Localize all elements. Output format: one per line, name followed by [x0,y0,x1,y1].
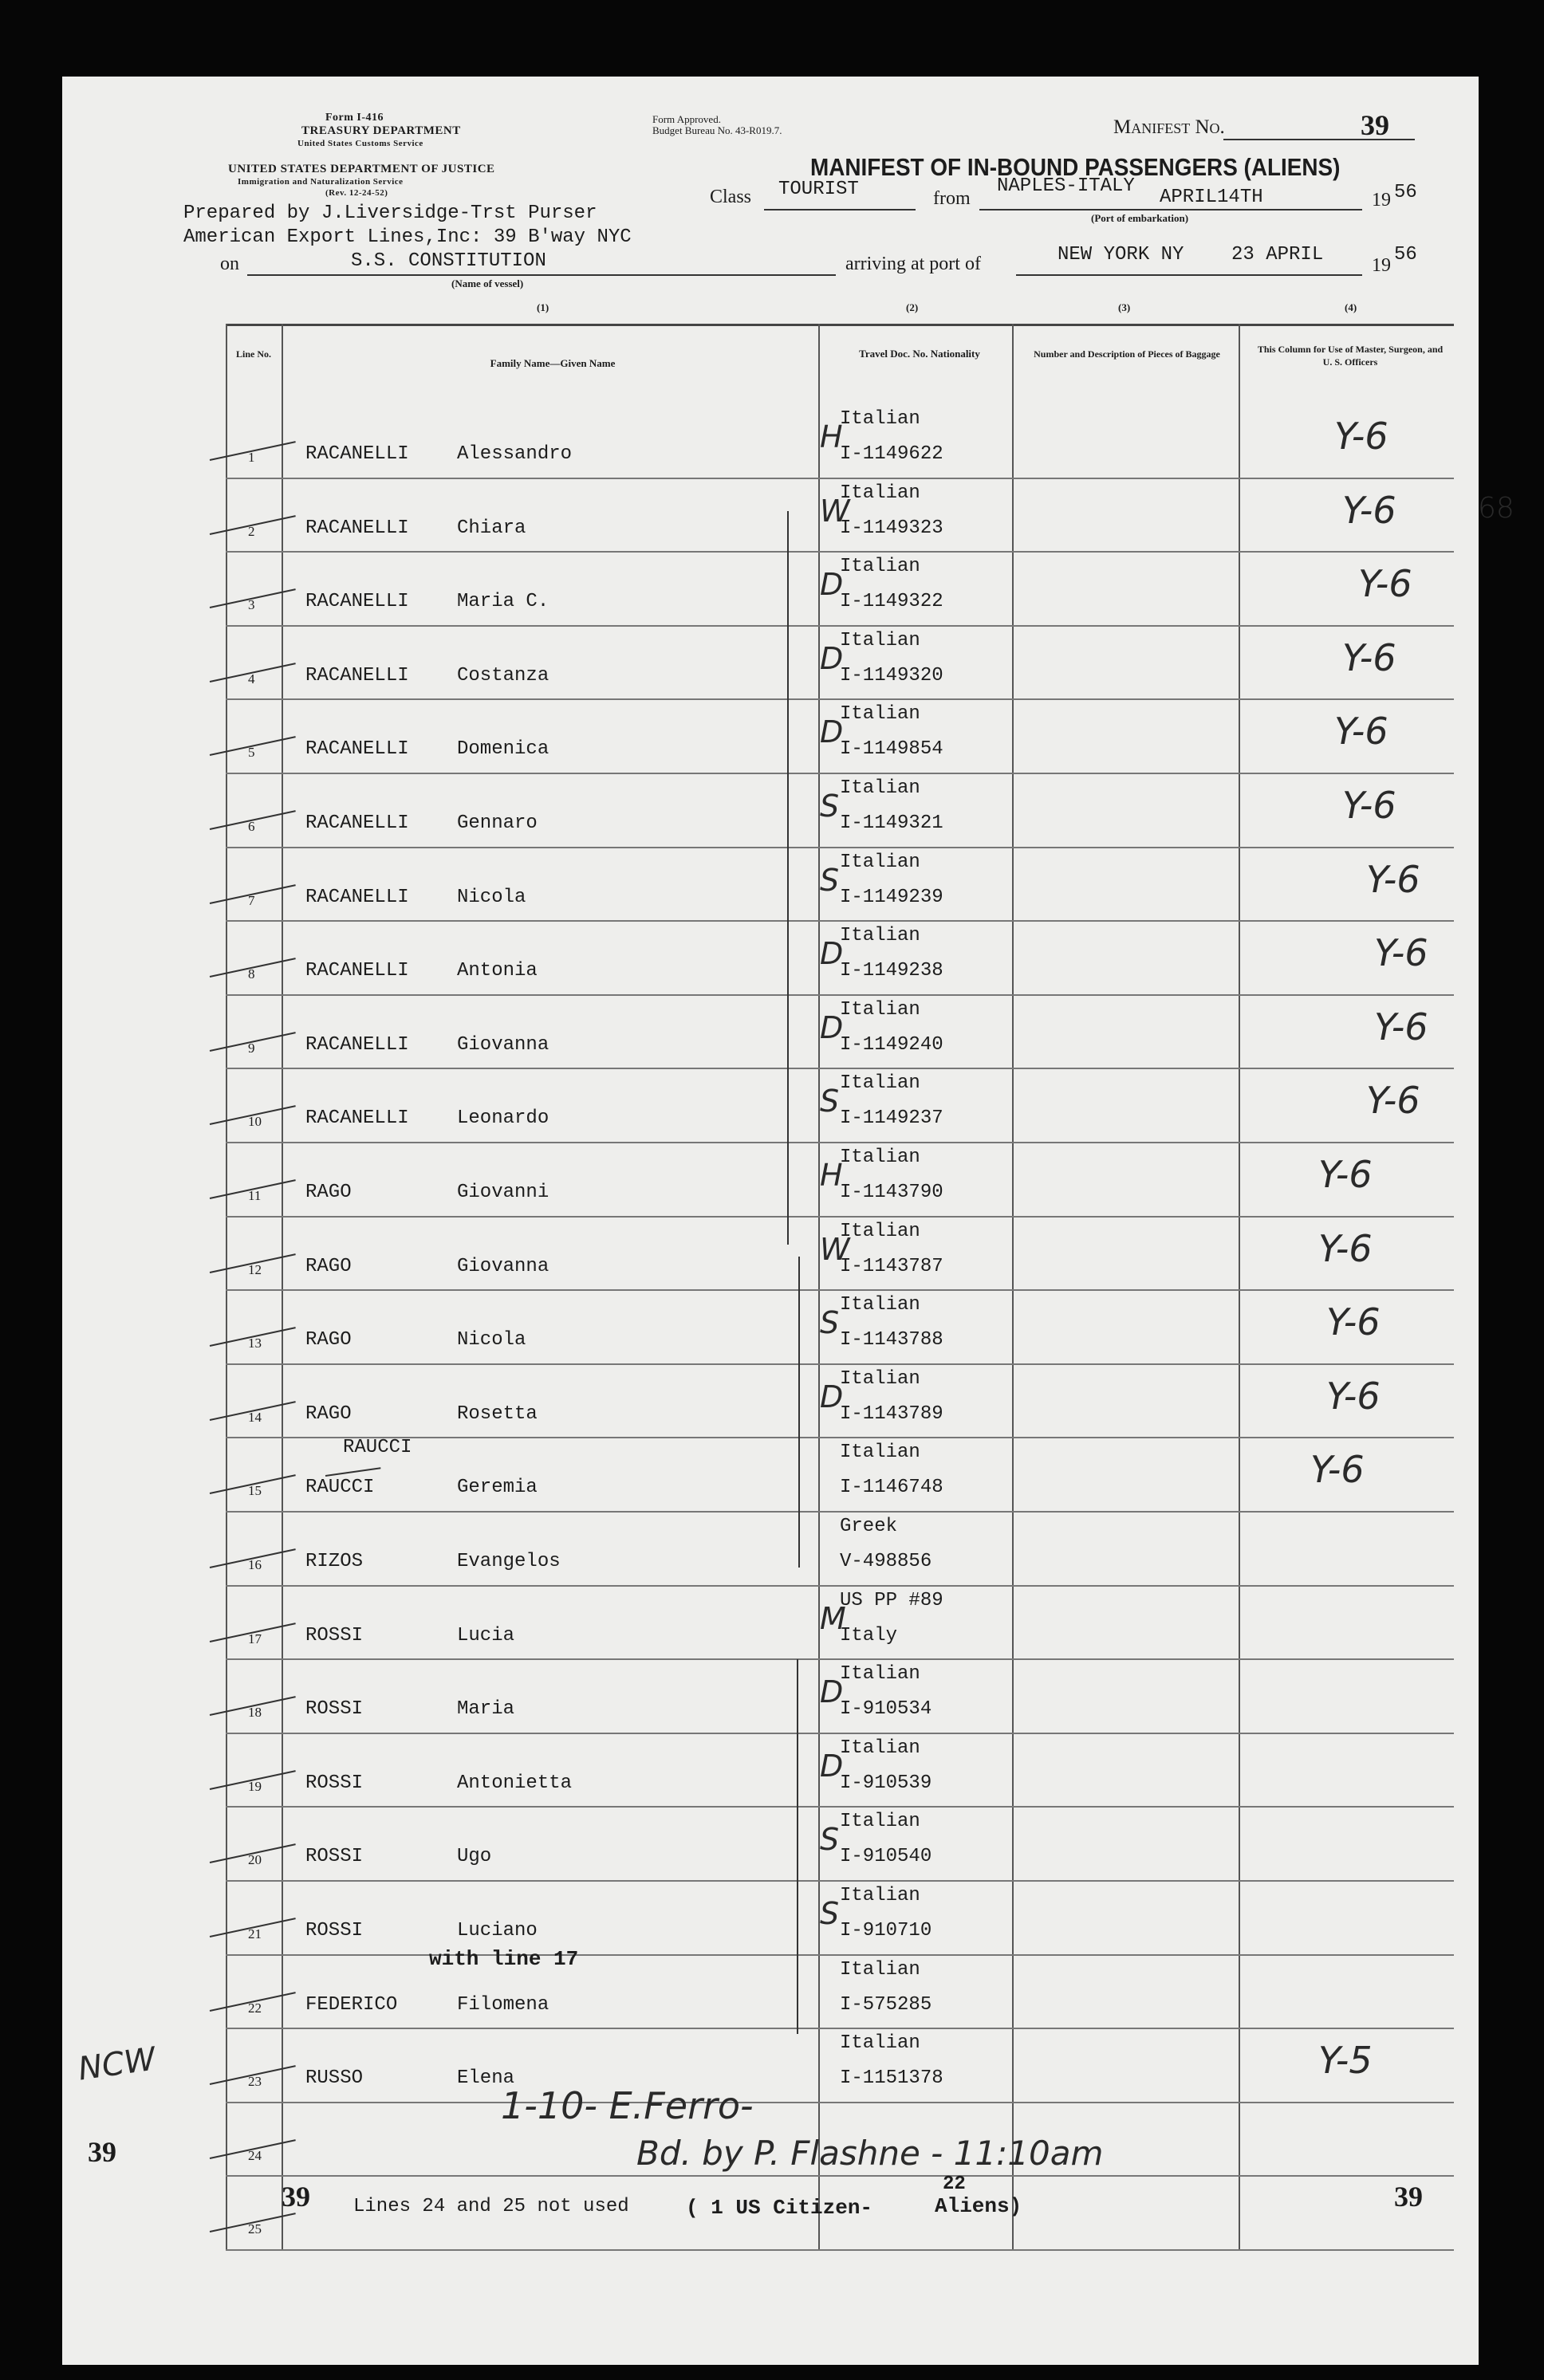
line-number: 3 [248,597,255,613]
class-label: Class [710,187,752,207]
travel-doc-number: I-910710 [840,1920,932,1941]
travel-doc-number: I-1149322 [840,591,943,613]
relationship-code: D [820,936,844,972]
line-number: 8 [248,966,255,982]
lines-not-used: Lines 24 and 25 not used [353,2196,629,2217]
relationship-code: W [820,1231,850,1267]
travel-doc-number: Italy [840,1624,898,1646]
vessel-name: S.S. CONSTITUTION [351,250,546,272]
table-row [226,847,1454,921]
officer-mark: Y-6 [1326,1374,1381,1418]
officer-mark: Y-6 [1374,931,1428,975]
nationality: Italian [840,1737,920,1759]
handwritten-note-2: Bd. by P. Flashne - 11:10am [636,2134,1104,2173]
given-name: Elena [457,2067,515,2090]
table-row [226,1142,1454,1216]
given-name: Lucia [457,1624,515,1646]
travel-doc-number: I-1146748 [840,1477,943,1499]
nationality: Italian [840,1442,920,1464]
line-number: 10 [248,1114,262,1130]
given-name: Alessandro [457,443,573,465]
relationship-code: H [820,419,843,454]
side-manifest-no: 39 [88,2136,116,2168]
nationality: Italian [840,1367,920,1390]
nationality: Italian [840,556,920,578]
family-name: RACANELLI [305,886,409,908]
given-name: Filomena [457,1993,549,2016]
nationality: Italian [840,1811,920,1833]
from-year-prefix: 19 [1372,190,1391,210]
given-name: Gennaro [457,812,538,834]
nationality: Italian [840,629,920,651]
nationality: Italian [840,925,920,947]
line-number: 9 [248,1040,255,1056]
table-row [226,1585,1454,1659]
line-number: 21 [248,1926,262,1941]
officer-mark: Y-6 [1310,1448,1365,1492]
colhead-baggage: Number and Description of Pieces of Baggage [1034,348,1220,360]
given-name: Chiara [457,517,526,539]
relationship-code: D [820,1674,844,1710]
nationality: Italian [840,777,920,799]
given-name: Antonia [457,960,538,982]
family-name: ROSSI [305,1772,364,1794]
travel-doc-number: I-1143789 [840,1402,943,1425]
handwritten-note-1: 1-10- E.Ferro- [501,2084,754,2127]
ins-service: Immigration and Naturalization Service [238,177,404,187]
given-name: Giovanna [457,1033,549,1056]
family-bracket [797,1659,798,2034]
family-bracket [798,1257,800,1568]
line-number: 22 [248,2000,262,2016]
family-name: RACANELLI [305,443,409,465]
nationality: Italian [840,1885,920,1906]
table-row [226,1216,1454,1290]
from-port: NAPLES-ITALY [997,175,1135,197]
given-name: Nicola [457,1329,526,1351]
aliens-count: 22 [943,2173,966,2195]
officer-mark: Y-6 [1318,1226,1373,1270]
travel-doc-number: I-1143790 [840,1182,943,1203]
citizen-note: ( 1 US Citizen- [686,2196,873,2220]
col-1-label: (1) [537,301,549,313]
raucci-correction: RAUCCI [343,1437,412,1458]
table-row [226,403,1454,478]
table-row [226,1880,1454,1954]
vessel-underline [247,274,836,276]
family-name: RACANELLI [305,591,409,613]
table-row [226,1068,1454,1142]
bottom-right-manifest-no: 39 [1394,2181,1423,2213]
line-number: 4 [248,671,255,686]
budget-bureau: Budget Bureau No. 43-R019.7. [652,124,782,136]
vessel-caption: (Name of vessel) [451,277,524,289]
travel-doc-number: I-575285 [840,1993,932,2016]
nationality: Italian [840,851,920,873]
given-name: Geremia [457,1477,538,1499]
nationality: Italian [840,1663,920,1686]
arrival-port: NEW YORK NY [1058,244,1184,266]
officer-mark: Y-6 [1342,488,1396,532]
line-number: 12 [248,1261,262,1277]
table-row [226,625,1454,699]
given-name: Maria C. [457,591,549,613]
officer-mark: Y-6 [1318,1153,1373,1196]
officer-mark: Y-6 [1342,784,1396,827]
family-name: RUSSO [305,2067,364,2090]
table-row [226,1363,1454,1438]
table-row [226,551,1454,625]
row-rule [226,2249,1454,2251]
travel-doc-number: I-1149321 [840,812,943,834]
table-top-rule [226,324,1454,326]
family-name: ROSSI [305,1846,364,1868]
ncw-note: NCW [76,2040,159,2088]
table-row [226,1658,1454,1733]
line-number: 20 [248,1852,262,1868]
nationality: Italian [840,482,920,504]
customs-service: United States Customs Service [297,139,423,148]
travel-doc-number: I-910534 [840,1698,932,1721]
nationality: Italian [840,2032,920,2055]
manifest-no-value: 39 [1361,109,1389,141]
relationship-code: D [820,640,844,676]
nationality: Italian [840,1294,920,1316]
line-number: 24 [248,2147,262,2163]
nationality: Italian [840,1958,920,1981]
from-underline [979,209,1362,210]
given-name: Giovanna [457,1255,549,1277]
line-number: 18 [248,1705,262,1721]
table-row [226,1733,1454,1807]
given-name: Giovanni [457,1182,549,1203]
officer-mark: Y-6 [1326,1300,1381,1344]
officer-mark: Y-5 [1318,2039,1373,2083]
given-name: Leonardo [457,1107,549,1130]
relationship-code: D [820,1379,844,1414]
table-row [226,1289,1454,1363]
arrival-underline [1016,274,1362,276]
line-number: 23 [248,2074,262,2090]
travel-doc-number: I-910540 [840,1846,932,1868]
relationship-code: S [820,1084,840,1119]
from-year-suffix: 56 [1394,182,1417,203]
on-label: on [220,254,239,274]
line-number: 1 [248,450,255,465]
col-2-label: (2) [906,301,919,313]
table-row [226,478,1514,552]
family-name: RAGO [305,1182,352,1203]
line-number: 14 [248,1409,262,1425]
relationship-code: D [820,714,844,750]
family-name: RACANELLI [305,517,409,539]
travel-doc-number: I-1149240 [840,1033,943,1056]
nationality: Italian [840,703,920,726]
nationality: Italian [840,1147,920,1168]
relationship-code: H [820,1158,843,1193]
relationship-code: S [820,1822,840,1858]
line-number: 19 [248,1778,262,1794]
family-name: FEDERICO [305,1993,398,2016]
relationship-code: D [820,567,844,603]
given-name: Costanza [457,664,549,686]
line-company: American Export Lines,Inc: 39 B'way NYC [183,226,632,248]
bottom-left-manifest-no: 39 [282,2181,310,2213]
travel-doc-number: I-1149323 [840,517,943,539]
family-name: RACANELLI [305,960,409,982]
manifest-no-label: Manifest No. [1113,116,1225,138]
officer-mark: Y-6 [1358,562,1412,606]
relationship-code: S [820,789,840,824]
class-underline [764,209,916,210]
arrival-year-suffix: 56 [1394,244,1417,266]
table-row [226,698,1454,773]
line-number: 5 [248,745,255,761]
colhead-name: Family Name—Given Name [490,357,616,369]
family-name: RAUCCI [305,1477,375,1499]
travel-doc-number: I-1151378 [840,2067,943,2090]
table-row [226,1511,1454,1585]
officer-mark: Y-6 [1342,635,1396,679]
colhead-officers: This Column for Use of Master, Surgeon, and U. S. Officers [1257,344,1444,368]
family-name: ROSSI [305,1624,364,1646]
given-name: Antonietta [457,1772,573,1794]
given-name: Rosetta [457,1402,538,1425]
officer-extra-mark: 68 [1478,491,1514,525]
class-value: TOURIST [778,179,859,200]
line-number: 13 [248,1336,262,1351]
line-number: 25 [248,2221,262,2237]
officer-mark: Y-6 [1366,857,1420,901]
from-date: APRIL14TH [1160,187,1263,208]
line-number: 7 [248,892,255,908]
given-name: Luciano [457,1920,538,1941]
arrival-year-prefix: 19 [1372,255,1391,276]
officer-mark: Y-6 [1334,710,1388,753]
travel-doc-number: I-1149622 [840,443,943,465]
family-name: RACANELLI [305,1033,409,1056]
given-name: Nicola [457,886,526,908]
aliens-label: Aliens) [935,2194,1022,2218]
relationship-code: S [820,1896,840,1931]
colhead-travel: Travel Doc. No. Nationality [859,348,980,360]
travel-doc-number: I-910539 [840,1772,932,1794]
family-name: ROSSI [305,1920,364,1941]
nationality: Italian [840,408,920,430]
table-row [226,1806,1454,1880]
line-number: 2 [248,523,255,539]
table-row [226,920,1454,994]
travel-doc-number: I-1149854 [840,738,943,761]
family-bracket [787,511,789,1245]
line-number: 16 [248,1557,262,1572]
table-row [226,773,1454,847]
with-line-note: with line 17 [429,1947,579,1971]
family-name: RACANELLI [305,664,409,686]
embarkation-caption: (Port of embarkation) [1091,212,1189,224]
family-name: RACANELLI [305,812,409,834]
family-name: RACANELLI [305,738,409,761]
travel-doc-number: I-1149238 [840,960,943,982]
family-name: RIZOS [305,1551,364,1572]
form-revision: (Rev. 12-24-52) [325,188,388,198]
travel-doc-number: I-1149237 [840,1107,943,1130]
nationality: Italian [840,1072,920,1095]
travel-doc-number: V-498856 [840,1551,932,1572]
travel-doc-number: I-1143788 [840,1329,943,1351]
from-label: from [933,188,971,209]
family-name: RACANELLI [305,1107,409,1130]
family-name: RAGO [305,1329,352,1351]
given-name: Maria [457,1698,515,1721]
colhead-line: Line No. [235,348,271,360]
relationship-code: D [820,1009,844,1045]
relationship-code: W [820,493,850,529]
nationality: Greek [840,1516,898,1537]
officer-mark: Y-6 [1334,415,1388,458]
line-number: 11 [248,1188,262,1203]
manifest-sheet [62,77,1514,2365]
relationship-code: M [820,1600,846,1636]
given-name: Domenica [457,738,549,761]
col-3-label: (3) [1118,301,1131,313]
prepared-by: Prepared by J.Liversidge-Trst Purser [183,203,597,224]
family-name: ROSSI [305,1698,364,1721]
justice-dept: UNITED STATES DEPARTMENT OF JUSTICE [228,163,495,175]
travel-doc-number: I-1149239 [840,886,943,908]
line-number: 17 [248,1631,262,1646]
line-number: 6 [248,819,255,834]
col-4-label: (4) [1345,301,1357,313]
family-name: RAGO [305,1255,352,1277]
family-name: RAGO [305,1402,352,1425]
treasury-dept: TREASURY DEPARTMENT [301,124,461,137]
relationship-code: D [820,1748,844,1784]
given-name: Evangelos [457,1551,561,1572]
table-row [226,994,1454,1068]
officer-mark: Y-6 [1366,1079,1420,1123]
arrival-date: 23 APRIL [1231,244,1324,266]
relationship-code: S [820,1305,840,1341]
nationality: Italian [840,1220,920,1242]
nationality: Italian [840,998,920,1021]
travel-doc-number: I-1143787 [840,1255,943,1277]
travel-doc-number: I-1149320 [840,664,943,686]
line-number: 15 [248,1483,262,1499]
passenger-table [226,324,1514,2249]
manifest-title: MANIFEST OF IN-BOUND PASSENGERS (ALIENS) [810,153,1341,181]
table-row [226,1954,1454,2028]
officer-mark: Y-6 [1374,1005,1428,1048]
form-number: Form I-416 [325,112,384,124]
relationship-code: S [820,862,840,898]
arriving-label: arriving at port of [845,254,981,274]
nationality: US PP #89 [840,1589,943,1611]
form-approved: Form Approved. [652,113,721,125]
given-name: Ugo [457,1846,492,1868]
table-row [226,2028,1454,2102]
